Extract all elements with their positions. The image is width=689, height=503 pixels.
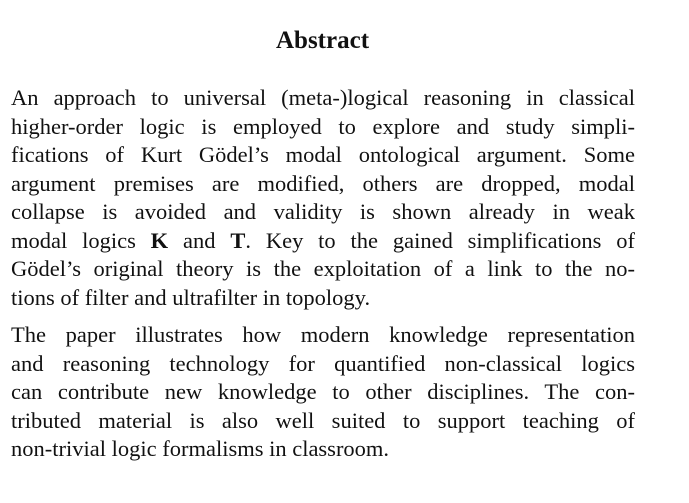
text-line: collapse is avoided and validity is shown already in weak xyxy=(11,199,635,224)
text-line: Gödel’s original theory is the exploitation of a link to the no- xyxy=(11,256,635,281)
abstract-paragraph-2 xyxy=(11,321,635,464)
text-line: higher-order logic is employed to explore and study simpli- xyxy=(11,113,635,139)
text-fragment: modal logics xyxy=(11,227,151,253)
text-fragment: . Key to the gained simplifications of xyxy=(245,227,635,253)
text-line: fications of Kurt Gödel’s modal ontological argument. Some xyxy=(11,142,635,167)
abstract-paragraph-1 xyxy=(11,84,635,312)
text-fragment: and xyxy=(168,227,231,253)
text-line-with-logic-names xyxy=(11,227,635,256)
abstract-heading: Abstract xyxy=(275,27,370,54)
text-line: tions of filter and ultrafilter in topology. xyxy=(11,284,371,310)
text-line: can contribute new knowledge to other disciplines. The con- xyxy=(11,379,635,404)
text-line: The paper illustrates how modern knowledge representation xyxy=(11,322,635,347)
text-line: non-trivial logic formalisms in classroom. xyxy=(11,436,390,461)
text-line: An approach to universal (meta-)logical reasoning in classical xyxy=(11,85,635,110)
text-line: tributed material is also well suited to support teaching of xyxy=(11,407,635,433)
text-line: and reasoning technology for quantified non-classical logics xyxy=(11,350,635,376)
logic-name-k: K xyxy=(150,227,169,253)
text-line: argument premises are modified, others are dropped, modal xyxy=(11,170,635,196)
logic-name-t: T xyxy=(230,227,246,253)
